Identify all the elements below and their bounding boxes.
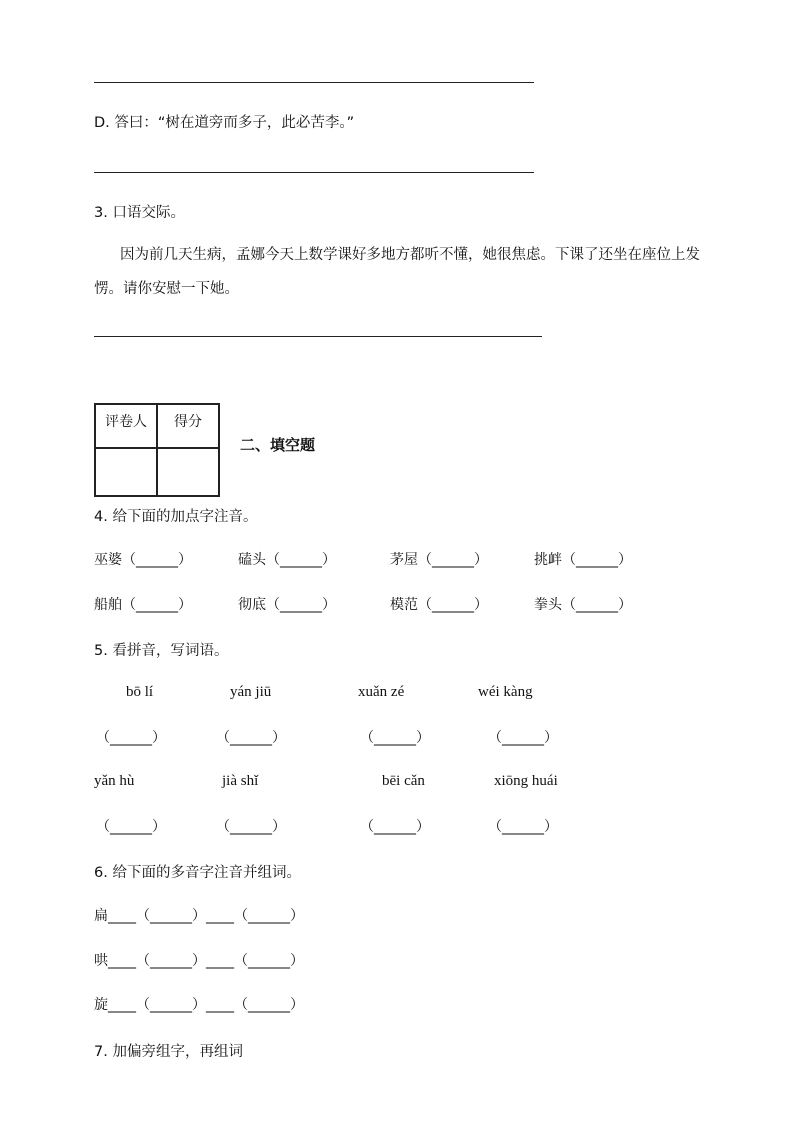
q4-item: 模范（______） <box>390 597 488 613</box>
blank: （______） <box>96 819 166 835</box>
reviewer-cell[interactable] <box>95 448 157 496</box>
score-cell[interactable] <box>157 448 219 496</box>
pinyin: yǎn hù <box>94 773 135 789</box>
blank: （______） <box>216 819 286 835</box>
blank: （______） <box>96 730 166 746</box>
blank: （______） <box>488 730 558 746</box>
q3-title: 3. 口语交际。 <box>94 205 185 221</box>
pinyin: yán jiū <box>230 684 272 700</box>
pinyin: xuǎn zé <box>358 684 405 700</box>
q6-row: 哄____（______）____（______） <box>94 953 304 969</box>
pinyin: jià shǐ <box>222 773 259 789</box>
reviewer-label: 评卷人 <box>95 404 157 448</box>
blank: （______） <box>360 730 430 746</box>
pinyin: xiōng huái <box>494 773 558 789</box>
q4-item: 茅屋（______） <box>390 552 488 568</box>
q4-item: 挑衅（______） <box>534 552 632 568</box>
q6-row: 扁____（______）____（______） <box>94 908 304 924</box>
q4-item: 船舶（______） <box>94 597 192 613</box>
answer-line-d <box>94 172 534 173</box>
section-title: 二、填空题 <box>240 436 316 454</box>
blank: （______） <box>488 819 558 835</box>
q5-title: 5. 看拼音，写词语。 <box>94 643 229 659</box>
q3-text: 因为前几天生病，孟娜今天上数学课好多地方都听不懂，她很焦虑。下课了还坐在座位上发愣。请你安慰一下她。 <box>94 247 700 297</box>
pinyin: bēi cǎn <box>382 773 425 789</box>
score-box <box>94 403 220 497</box>
blank: （______） <box>360 819 430 835</box>
q7-title: 7. 加偏旁组字，再组词 <box>94 1044 243 1060</box>
q6-row: 旋____（______）____（______） <box>94 997 304 1013</box>
pinyin: bō lí <box>126 684 154 700</box>
q6-title: 6. 给下面的多音字注音并组词。 <box>94 865 301 881</box>
answer-line-q3 <box>94 336 542 337</box>
pinyin: wéi kàng <box>478 684 533 700</box>
answer-line-c <box>94 82 534 83</box>
q4-item: 彻底（______） <box>238 597 336 613</box>
q4-item: 磕头（______） <box>238 552 336 568</box>
q4-title: 4. 给下面的加点字注音。 <box>94 509 258 525</box>
blank: （______） <box>216 730 286 746</box>
q4-item: 拳头（______） <box>534 597 632 613</box>
score-label: 得分 <box>157 404 219 448</box>
q2-option-d: D. 答曰：“树在道旁而多子，此必苦李。” <box>94 115 355 131</box>
q4-item: 巫婆（______） <box>94 552 192 568</box>
